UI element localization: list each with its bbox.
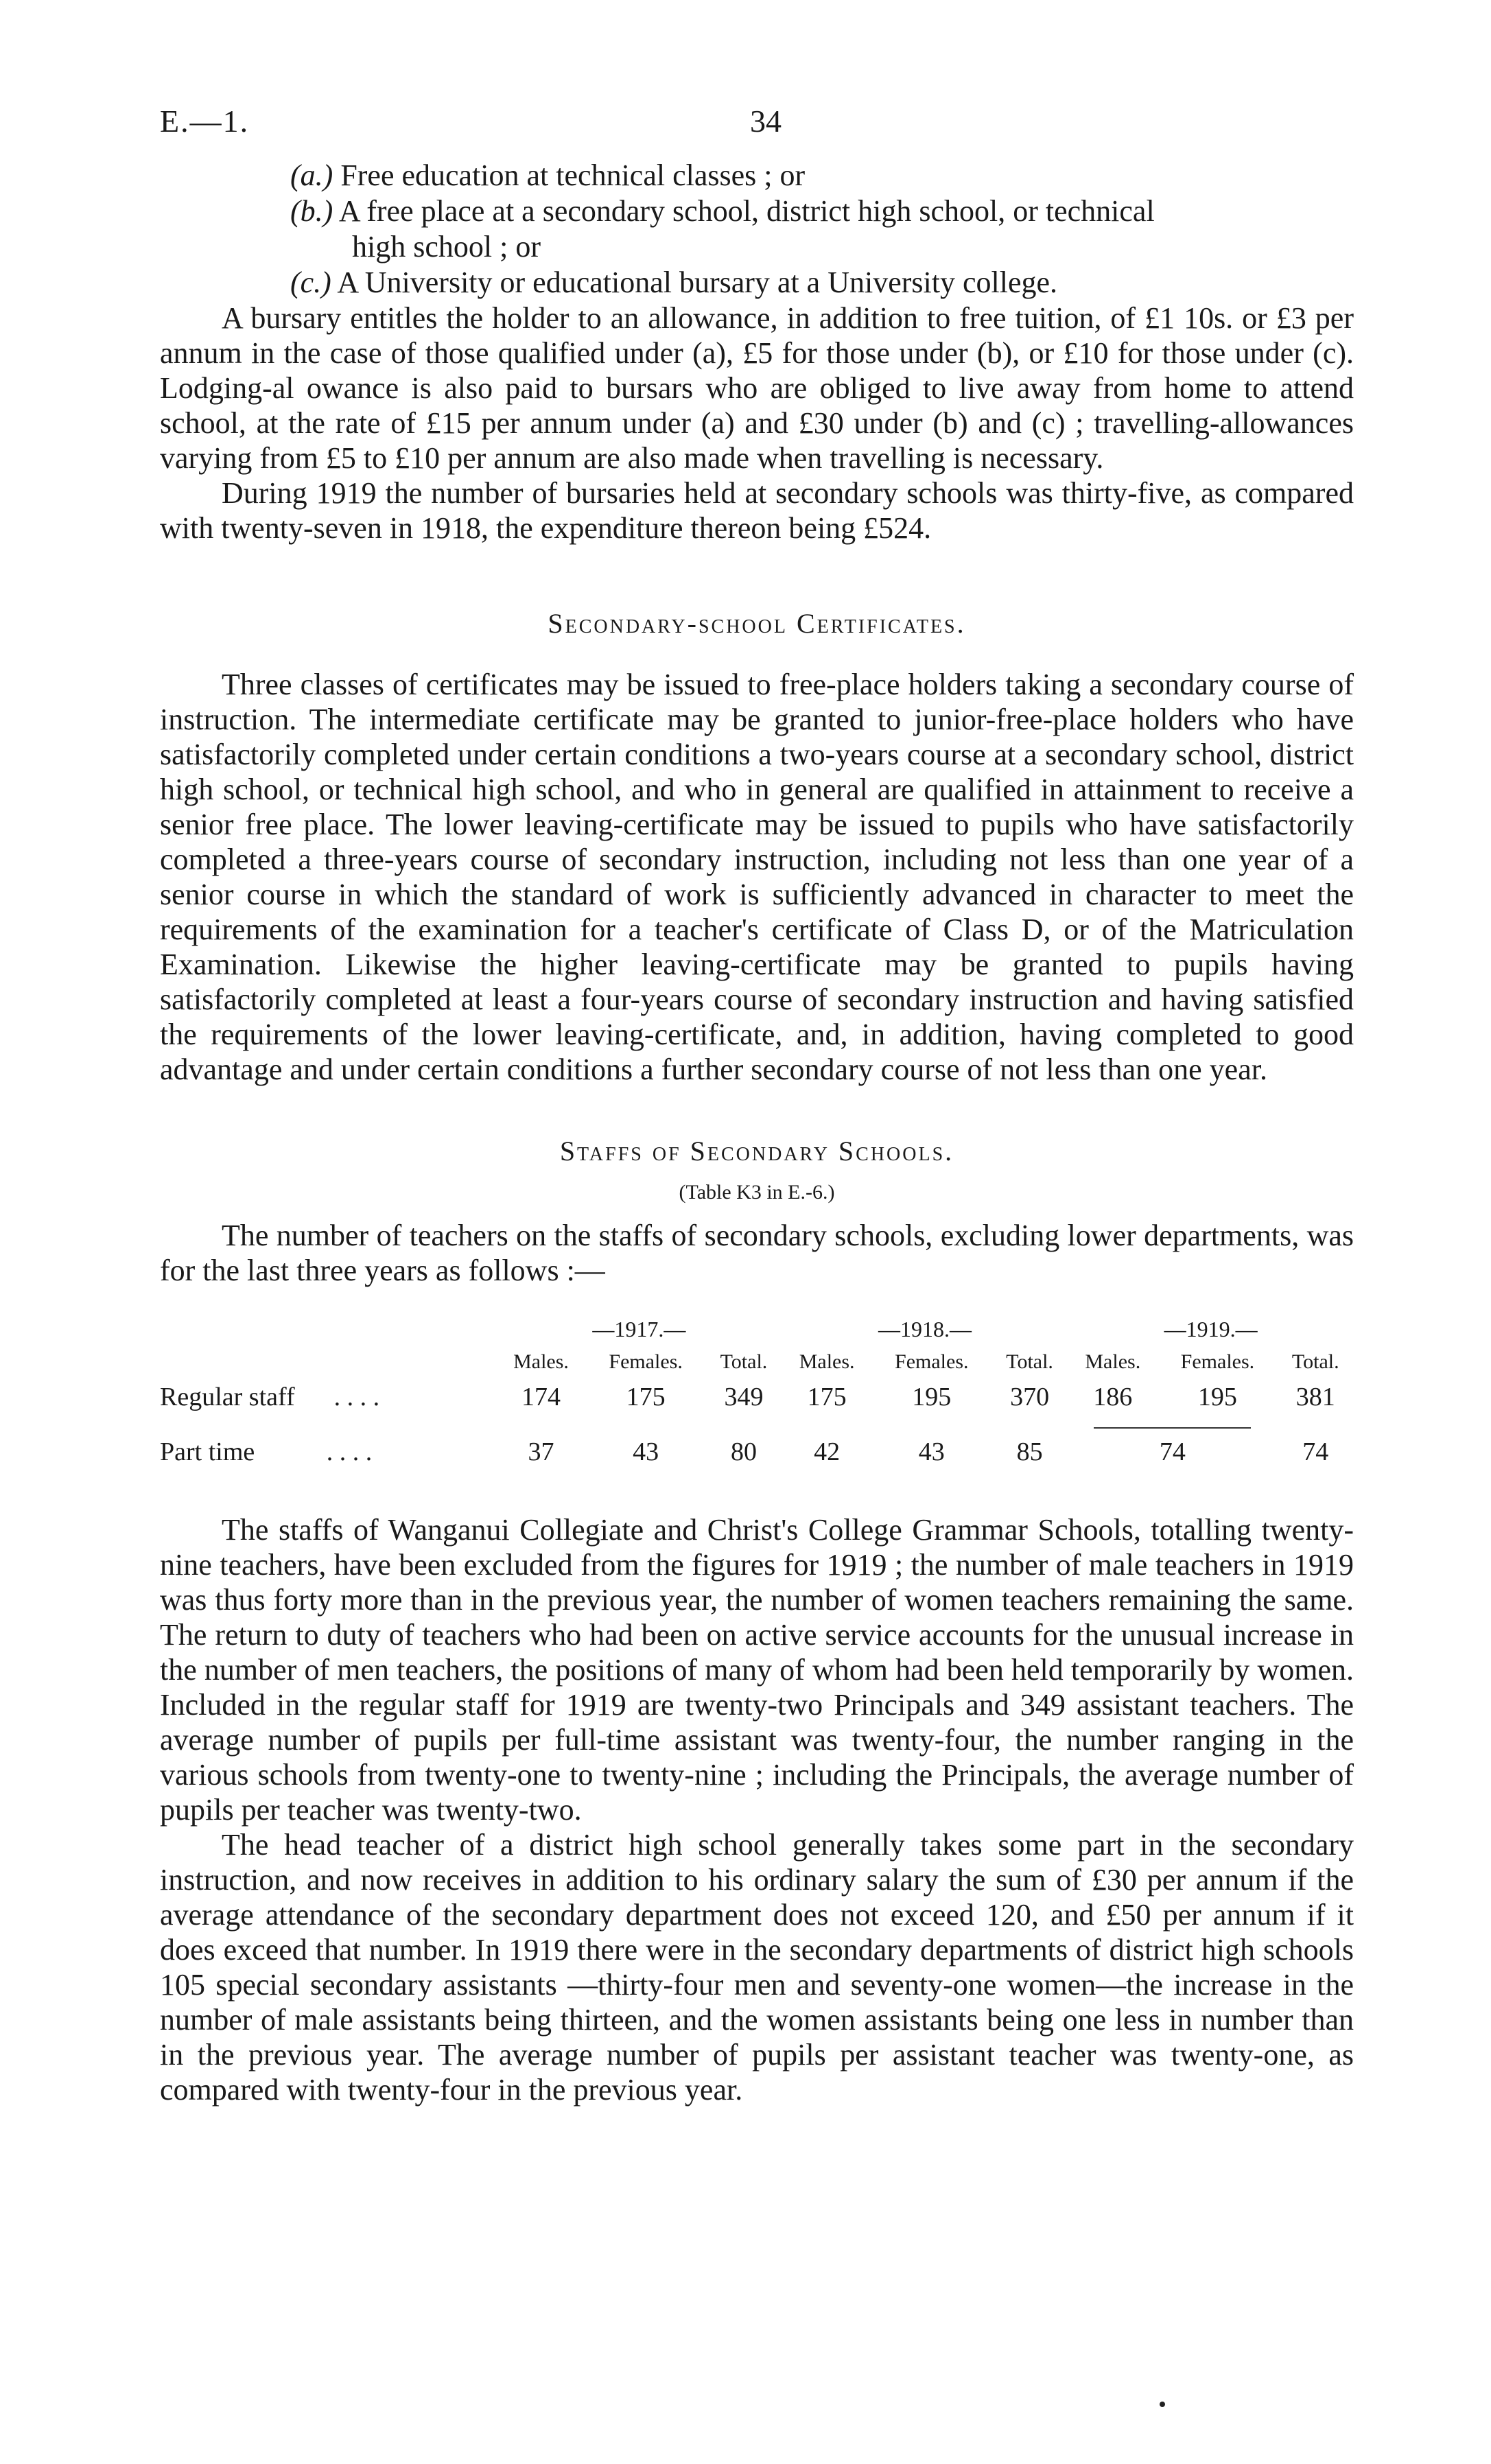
table-row [160, 1378, 1354, 1416]
table-cell: 370 [1010, 1383, 1050, 1411]
section-heading-staffs: Staffs of Secondary Schools. [559, 1136, 954, 1166]
column-header: Males. [513, 1350, 569, 1373]
table-cell: 195 [1197, 1383, 1237, 1411]
row-label: Part time . . . . [160, 1438, 373, 1466]
column-header: Total. [1291, 1350, 1339, 1373]
section-heading-certificates: Secondary-school Certificates. [548, 608, 966, 639]
list-label: (b.) [290, 194, 333, 228]
list-text: Free education at technical classes ; or [340, 159, 806, 192]
list-item [160, 193, 1354, 265]
options-list [160, 158, 1354, 301]
column-header: Females. [895, 1350, 969, 1373]
year-header: —1919.— [1164, 1317, 1258, 1341]
bursary-paragraph: During 1919 the number of bursaries held at secondary schools was thirty-five, as compared with twenty-seven in 1918, the expenditure thereon being £524. [160, 476, 1354, 545]
table-cell: 381 [1295, 1383, 1335, 1411]
bursary-paragraph: A bursary entitles the holder to an allowance, in addition to free tuition, of £1 10s. or £3 per annum in the case of those qualified under (a), £5 for those under (b), or £10 for those under (c). Lodging-al owance is also paid to bursars who are obliged to live away from home to attend school, at the rate of £15 per annum under (a) and £30 under (b) and (c) ; travelling-allowances varying from £5 to £10 per annum are also made when travelling is necessary. [160, 301, 1354, 475]
column-header: Females. [1180, 1350, 1255, 1373]
table-reference-note: (Table K3 in E.-6.) [679, 1181, 835, 1204]
table-cell: 37 [528, 1438, 554, 1466]
row-label: Regular staff . . . . [160, 1383, 380, 1411]
list-label: (a.) [290, 159, 333, 192]
list-label: (c.) [290, 266, 331, 299]
table-subheader-row [160, 1346, 1354, 1378]
list-item [160, 265, 1354, 301]
closing-paragraph: The head teacher of a district high school generally takes some part in the secondary instruction, and now receives in addition to his ordinary salary the sum of £30 per annum if the average attendance of the secondary department does not exceed 120, and £50 per annum if it does exceed that number. In 1919 there were in the secondary departments of district high schools 105 special secondary assistants —thirty-four men and seventy-one women—the increase in the number of male assistants being thirteen, and the women assistants being one less in number than in the previous year. The average number of pupils per assistant teacher was twenty-one, as compared with twenty-four in the previous year. [160, 1828, 1354, 2107]
table-cell: 175 [807, 1383, 847, 1411]
table-year-row [160, 1313, 1354, 1346]
column-header: Males. [799, 1350, 855, 1373]
table-row [160, 1433, 1354, 1471]
table-cell: 42 [814, 1438, 841, 1466]
certificates-paragraph: Three classes of certificates may be issued to free-place holders taking a secondary course of instruction. The intermediate certificate may be granted to junior-free-place holders who have satisfactorily completed under certain conditions a two-years course at a secondary school, district high school, or technical high school, and who in general are qualified in attainment to receive a senior free place. The lower leaving-certificate may be issued to pupils who have satisfactorily completed a three-years course of secondary instruction, including not less than one year of a senior course in which the standard of work is sufficiently advanced in character to meet the requirements of the examination for a teacher's certificate of Class D, or of the Matriculation Examination. Likewise the higher leaving-certificate may be granted to pupils having satisfactorily completed at least a four-years course of secondary instruction and having satisfied the requirements of the lower leaving-certificate, and, in addition, having completed to good advantage and under certain conditions a further secondary course of not less than one year. [160, 668, 1354, 1086]
year-header: —1917.— [592, 1317, 686, 1341]
leader-dots: . . . . [326, 1438, 373, 1466]
column-header: Total. [720, 1350, 768, 1373]
table-cell: 74 [1302, 1438, 1329, 1466]
column-header: Total. [1006, 1350, 1053, 1373]
list-text: A free place at a secondary school, district high school, or technical [338, 194, 1155, 228]
table-cell: 85 [1016, 1438, 1043, 1466]
table-cell: 43 [918, 1438, 945, 1466]
document-page [160, 103, 1354, 2107]
year-header: —1918.— [878, 1317, 972, 1341]
page-header [160, 103, 1354, 158]
closing-paragraph: The staffs of Wanganui Collegiate and Christ's College Grammar Schools, totalling twenty-nine teachers, have been excluded from the figures for 1919 ; the number of male teachers in 1919 was thus forty more than in the previous year, the number of women teachers remaining the same. The return to duty of teachers who had been on active service accounts for the unusual increase in the number of men teachers, the positions of many of whom had been held temporarily by women. Included in the regular staff for 1919 are twenty-two Principals and 349 assistant teachers. The average number of pupils per full-time assistant was twenty-four, the number ranging in the various schools from twenty-one to twenty-nine ; including the Principals, the average number of pupils per teacher was twenty-two. [160, 1513, 1354, 1827]
list-text: A University or educational bursary at a University college. [337, 266, 1057, 299]
table-cell: 174 [521, 1383, 561, 1411]
leader-dots: . . . . [333, 1383, 380, 1411]
column-header: Females. [609, 1350, 683, 1373]
table-cell-merged: 74 [1159, 1438, 1186, 1466]
staffs-intro: The number of teachers on the staffs of secondary schools, excluding lower departments, was for the last three years as follows :— [160, 1219, 1354, 1287]
table-cell: 186 [1093, 1383, 1133, 1411]
table-cell: 175 [626, 1383, 666, 1411]
page-number: 34 [750, 104, 782, 139]
brace-row [160, 1416, 1354, 1433]
staff-table [160, 1313, 1354, 1471]
merge-brace [1094, 1420, 1251, 1429]
list-continuation: high school ; or [352, 230, 541, 263]
table-cell: 195 [912, 1383, 952, 1411]
table-cell: 349 [724, 1383, 764, 1411]
list-item [160, 158, 1354, 193]
column-header: Males. [1085, 1350, 1141, 1373]
stray-mark [1160, 2402, 1165, 2407]
table-cell: 43 [633, 1438, 659, 1466]
table-cell: 80 [730, 1438, 757, 1466]
report-code: E.—1. [160, 104, 250, 139]
